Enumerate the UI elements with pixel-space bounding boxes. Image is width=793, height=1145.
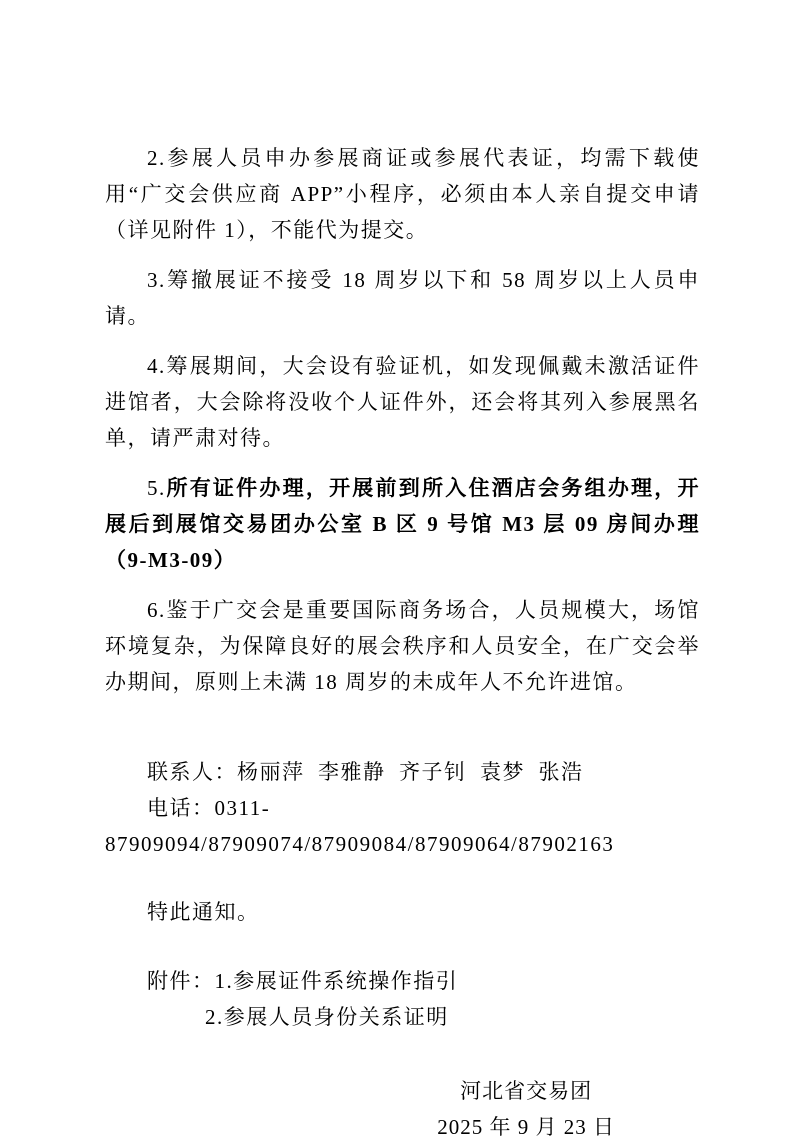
signature-date: 2025 年 9 月 23 日 — [437, 1115, 615, 1139]
attachment-item-2: 2.参展人员身份关系证明 — [205, 1005, 449, 1029]
attachment-item-1: 1.参展证件系统操作指引 — [214, 969, 459, 993]
paragraph-item-2: 2.参展人员申办参展商证或参展代表证，均需下载使用“广交会供应商 APP”小程序，必须由本人亲自提交申请（详见附件 1），不能代为提交。 — [105, 146, 700, 242]
paragraph-item-6: 6.鉴于广交会是重要国际商务场合，人员规模大，场馆环境复杂，为保障良好的展会秩序和人员安全，在广交会举办期间，原则上未满 18 周岁的未成年人不允许进馆。 — [105, 598, 700, 694]
contact-block — [105, 754, 700, 862]
contact-phone-label: 电话： — [147, 796, 215, 820]
attachment-line-1 — [105, 963, 700, 999]
paragraph-item-4: 4.筹展期间，大会设有验证机，如发现佩戴未激活证件进馆者，大会除将没收个人证件外，还会将其列入参展黑名单，请严肃对待。 — [105, 354, 700, 450]
signature-block — [437, 1073, 615, 1145]
attachments-block — [105, 963, 700, 1035]
paragraph-item-5 — [105, 470, 700, 578]
contact-person-line — [105, 754, 700, 790]
closing-note: 特此通知。 — [147, 900, 260, 924]
paragraph-item-3: 3.筹撤展证不接受 18 周岁以下和 58 周岁以上人员申请。 — [105, 268, 700, 328]
contact-phone-line — [105, 790, 700, 862]
paragraph-5-number: 5. — [147, 476, 166, 500]
paragraph-5-bold-text: 所有证件办理，开展前到所入住酒店会务组办理，开展后到展馆交易团办公室 B 区 9 号馆 M3 层 09 房间办理（9-M3-09） — [105, 476, 700, 572]
contact-person-names: 杨丽萍 李雅静 齐子钊 袁梦 张浩 — [237, 760, 584, 784]
attachments-label: 附件： — [147, 969, 215, 993]
signature-org: 河北省交易团 — [460, 1079, 593, 1103]
contact-person-label: 联系人： — [147, 760, 237, 784]
contact-phone-number: 0311-87909094/87909074/87909084/87909064/87902163 — [105, 796, 615, 856]
